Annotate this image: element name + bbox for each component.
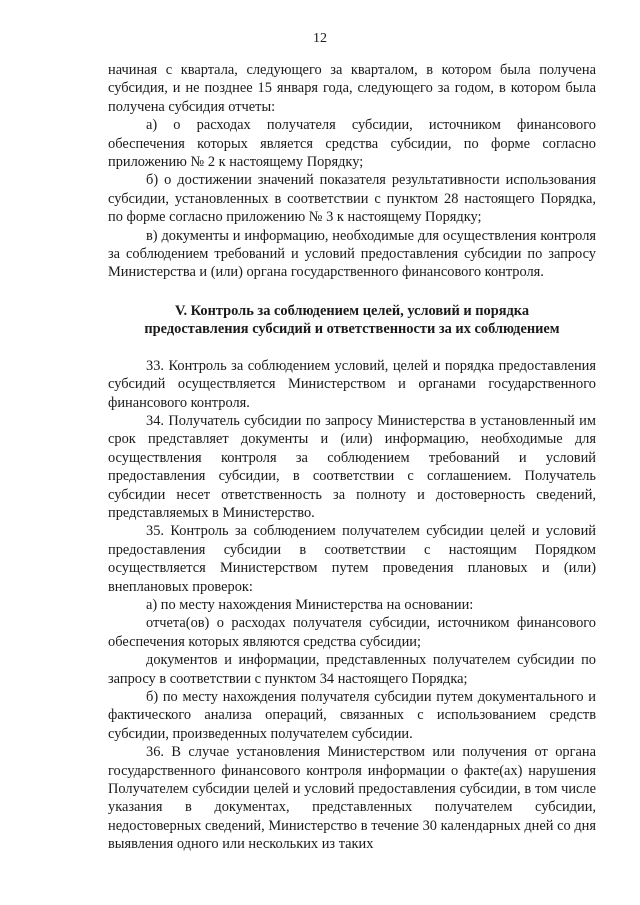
section-heading — [108, 302, 596, 339]
paragraph-34: 34. Получатель субсидии по запросу Министерства в установленный им срок представляет документы и (или) информацию, необходимые для осуществления контроля за соблюдением требований и условий предоставления субсидии, в соответствии с соглашением. Получатель субсидии несет ответственность за полноту и достоверность сведений, представляемых в Министерство. — [108, 412, 596, 521]
page-number: 12 — [313, 31, 327, 46]
paragraph-item-b-performance-report: б) о достижении значений показателя результативности использования субсидии, установленных в соответствии с пунктом 28 настоящего Порядка, по форме согласно приложению № 3 к настоящему Порядку; — [108, 172, 596, 226]
paragraph-35-item-a-reports: отчета(ов) о расходах получателя субсидии, источником финансового обеспечения которых являются средства субсидии; — [108, 615, 596, 650]
section-heading-line-1: V. Контроль за соблюдением целей, условий и порядка — [174, 302, 530, 319]
paragraph-item-a-expenses-report: а) о расходах получателя субсидии, источником финансового обеспечения которых является средства субсидии, по форме согласно приложению № 2 к настоящему Порядку; — [108, 117, 596, 171]
paragraph-33: 33. Контроль за соблюдением условий, целей и порядка предоставления субсидий осуществляется Министерством и органами государственного финансового контроля. — [108, 357, 596, 411]
paragraph-continuation: начиная с квартала, следующего за кварталом, в котором была получена субсидия, и не позднее 15 января года, следующего за годом, в котором была получена субсидия отчеты: — [108, 62, 596, 115]
paragraph-35-item-a: а) по месту нахождения Министерства на основании: — [146, 596, 474, 613]
paragraph-36: 36. В случае установления Министерством или получения от органа государственного финансового контроля информации о факте(ах) нарушения Получателем субсидии целей и условий предоставления субсидии, в том числе указания в документах, представленных получателем субсидии, недостоверных сведений, Министерство в течение 30 календарных дней со дня выявления одного или нескольких из таких — [108, 744, 596, 853]
section-heading-line-2: предоставления субсидий и ответственности за их соблюдением — [144, 321, 560, 338]
document-body — [108, 61, 596, 854]
paragraph-35-item-b: б) по месту нахождения получателя субсидии путем документального и фактического анализа операций, связанных с использованием средств субсидии, произведенных получателем субсидии. — [108, 689, 596, 742]
paragraph-item-c-documents: в) документы и информацию, необходимые для осуществления контроля за соблюдением требований и условий предоставления субсидии по запросу Министерства и (или) органа государственного финансового контроля. — [108, 227, 596, 281]
paragraph-35: 35. Контроль за соблюдением получателем субсидии целей и условий предоставления субсидии в соответствии с настоящим Порядком осуществляется Министерством путем проведения плановых и (или) внеплановых проверок: — [108, 523, 596, 595]
paragraph-35-item-a-documents: документов и информации, представленных получателем субсидии по запросу в соответствии с пунктом 34 настоящего Порядка; — [108, 652, 596, 687]
